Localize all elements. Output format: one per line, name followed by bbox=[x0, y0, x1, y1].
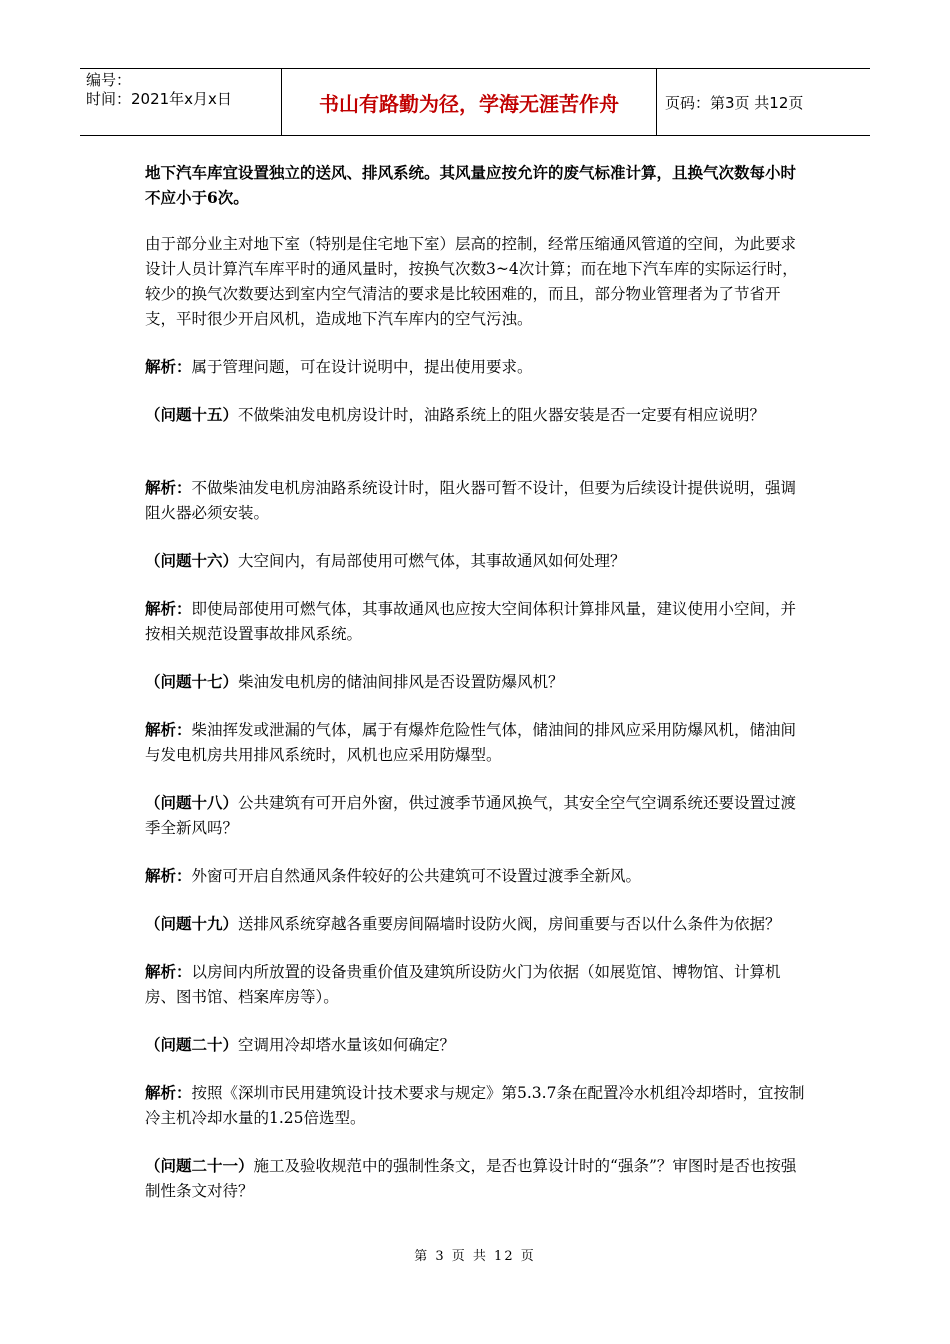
analysis-label: 解析： bbox=[145, 866, 192, 885]
page-header bbox=[80, 68, 870, 136]
answer-15 bbox=[145, 475, 810, 526]
analysis-label: 解析： bbox=[145, 962, 192, 981]
analysis-label: 解析： bbox=[145, 357, 192, 376]
analysis-label: 解析： bbox=[145, 720, 192, 739]
question-20 bbox=[145, 1032, 810, 1058]
answer-text: 柴油挥发或泄漏的气体，属于有爆炸危险性气体，储油间的排风应采用防爆风机，储油间与发电机房共用排风系统时，风机也应采用防爆型。 bbox=[145, 721, 797, 764]
header-motto: 书山有路勤为径，学海无涯苦作舟 bbox=[281, 69, 657, 135]
page-footer: 第 3 页 共 12 页 bbox=[414, 1249, 536, 1264]
analysis-paragraph bbox=[145, 354, 810, 380]
intro-paragraph: 由于部分业主对地下室（特别是住宅地下室）层高的控制，经常压缩通风管道的空间，为此要求设计人员计算汽车库平时的通风量时，按换气次数3~4次计算；而在地下汽车库的实际运行时，较少的换气次数要达到室内空气清洁的要求是比较困难的，而且，部分物业管理者为了节省开支，平时很少开启风机，造成地下汽车库内的空气污浊。 bbox=[145, 235, 798, 328]
answer-17 bbox=[145, 717, 810, 768]
answer-20 bbox=[145, 1080, 810, 1131]
answer-text: 不做柴油发电机房油路系统设计时，阻火器可暂不设计，但要为后续设计提供说明，强调阻火器必须安装。 bbox=[145, 479, 797, 522]
question-15 bbox=[145, 402, 810, 428]
question-17 bbox=[145, 669, 810, 695]
answer-text: 以房间内所放置的设备贵重价值及建筑所设防火门为依据（如展览馆、博物馆、计算机房、图书馆、档案库房等）。 bbox=[145, 963, 781, 1006]
question-text: 大空间内，有局部使用可燃气体，其事故通风如何处理？ bbox=[238, 552, 626, 570]
intro-heading: 地下汽车库宜设置独立的送风、排风系统。其风量应按允许的废气标准计算，且换气次数每小时不应小于6次。 bbox=[145, 163, 797, 207]
answer-text: 即使局部使用可燃气体，其事故通风也应按大空间体积计算排风量，建议使用小空间，并按相关规范设置事故排风系统。 bbox=[145, 600, 797, 643]
question-21 bbox=[145, 1153, 810, 1204]
question-18 bbox=[145, 790, 810, 841]
question-text: 柴油发电机房的储油间排风是否设置防爆风机？ bbox=[238, 673, 564, 691]
header-meta bbox=[80, 69, 281, 135]
document-number-label: 编号： bbox=[86, 71, 132, 89]
question-label: （问题二十） bbox=[145, 1035, 239, 1054]
question-text: 送排风系统穿越各重要房间隔墙时设防火阀，房间重要与否以什么条件为依据？ bbox=[238, 915, 781, 933]
question-label: （问题十八） bbox=[145, 793, 239, 812]
analysis-label: 解析： bbox=[145, 1083, 192, 1102]
answer-19 bbox=[145, 959, 810, 1010]
analysis-label: 解析： bbox=[145, 599, 192, 618]
answer-16 bbox=[145, 596, 810, 647]
question-label: （问题十六） bbox=[145, 551, 239, 570]
answer-text: 外窗可开启自然通风条件较好的公共建筑可不设置过渡季全新风。 bbox=[191, 867, 642, 885]
analysis-text: 属于管理问题，可在设计说明中，提出使用要求。 bbox=[191, 358, 533, 376]
question-label: （问题十五） bbox=[145, 405, 239, 424]
question-label: （问题十七） bbox=[145, 672, 239, 691]
answer-text: 按照《深圳市民用建筑设计技术要求与规定》第5.3.7条在配置冷水机组冷却塔时，宜按制冷主机冷却水量的1.25倍选型。 bbox=[145, 1084, 805, 1127]
question-label: （问题二十一） bbox=[145, 1156, 254, 1175]
question-text: 不做柴油发电机房设计时，油路系统上的阻火器安装是否一定要有相应说明？ bbox=[238, 406, 766, 424]
answer-18 bbox=[145, 863, 810, 889]
question-16 bbox=[145, 548, 810, 574]
question-label: （问题十九） bbox=[145, 914, 239, 933]
question-text: 空调用冷却塔水量该如何确定？ bbox=[238, 1036, 456, 1054]
question-19 bbox=[145, 911, 810, 937]
analysis-label: 解析： bbox=[145, 478, 192, 497]
header-page-info: 页码：第3页 共12页 bbox=[665, 93, 804, 112]
question-text: 公共建筑有可开启外窗，供过渡季节通风换气，其安全空气空调系统还要设置过渡季全新风吗？ bbox=[145, 794, 797, 837]
document-date: 时间：2021年x月x日 bbox=[86, 90, 232, 108]
document-body bbox=[145, 160, 810, 1204]
question-text: 施工及验收规范中的强制性条文，是否也算设计时的“强条”？审图时是否也按强制性条文对待？ bbox=[145, 1157, 797, 1200]
